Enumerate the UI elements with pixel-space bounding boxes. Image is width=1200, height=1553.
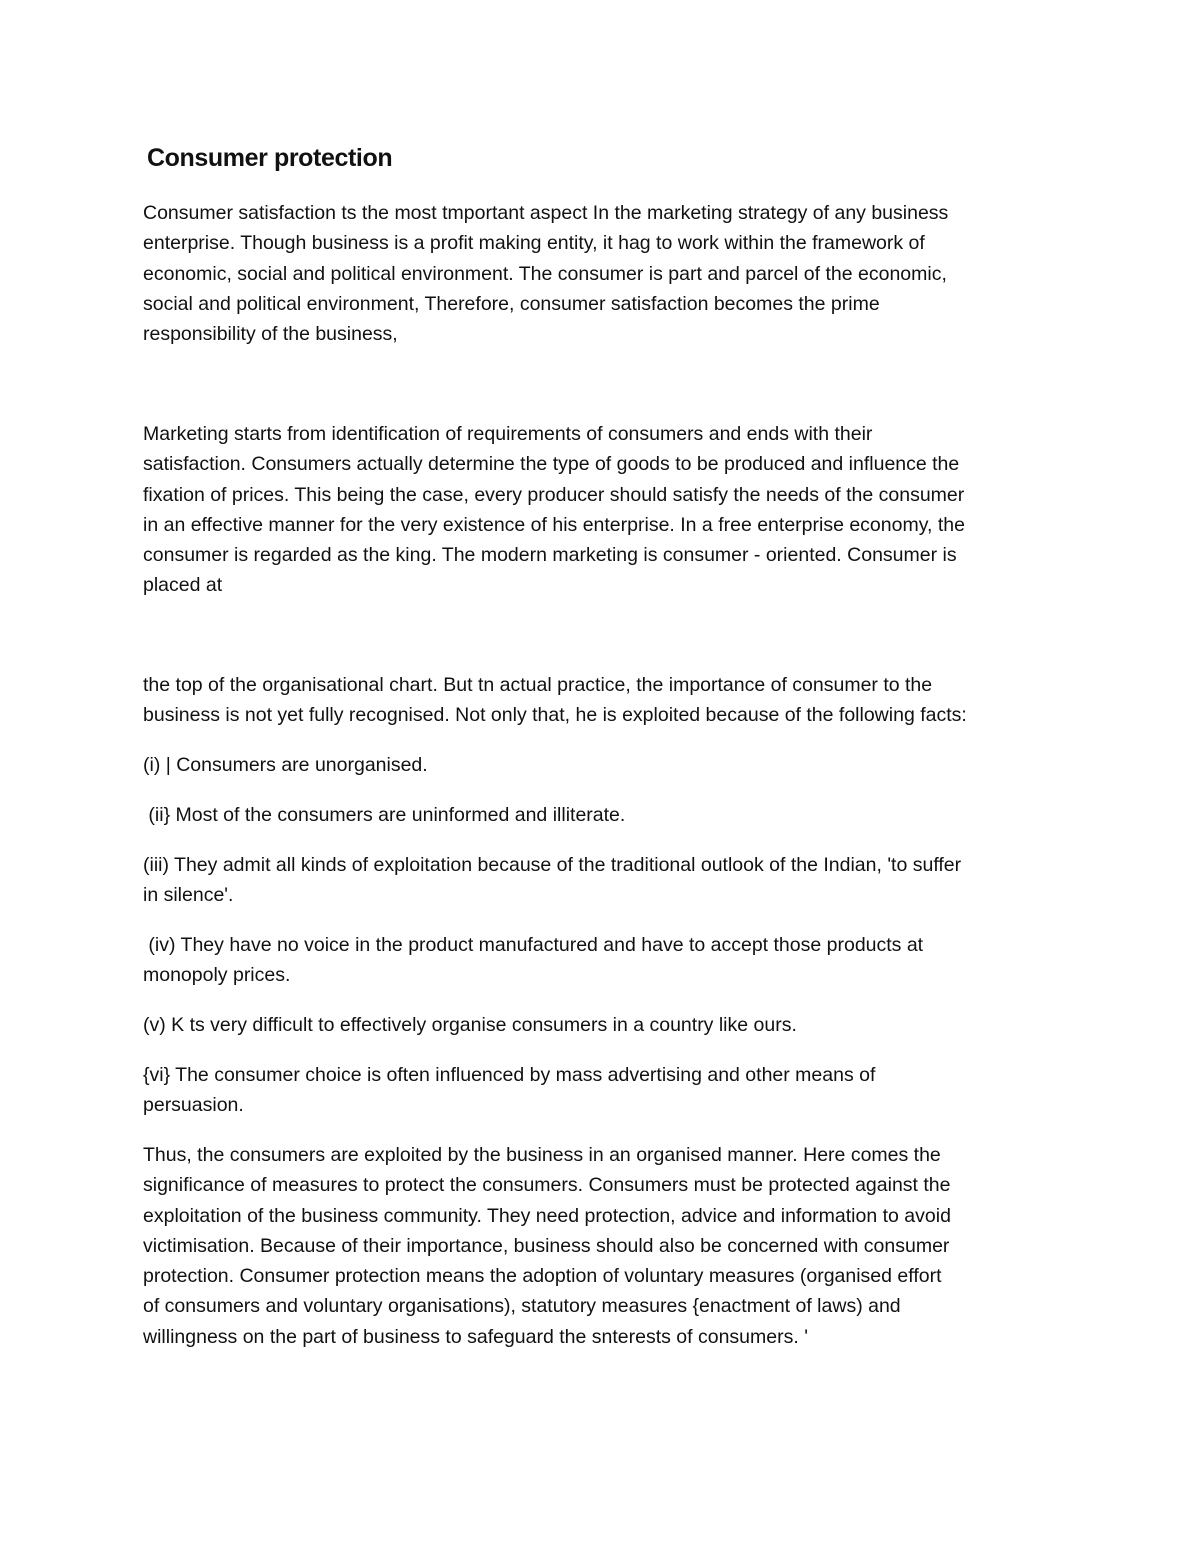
list-item-iv [143,930,1103,991]
text-line: (iii) They admit all kinds of exploitation because of the traditional outlook of the Indian, 'to suffer [143,854,962,876]
text-line: Marketing starts from identification of requirements of consumers and ends with their [143,423,873,445]
text-line: in an effective manner for the very existence of his enterprise. In a free enterprise economy, the [143,513,965,536]
paragraph-marketing [143,419,1103,601]
text-line: protection. Consumer protection means the adoption of voluntary measures (organised effort [143,1265,942,1288]
text-line: fixation of prices. This being the case, every producer should satisfy the needs of the consumer [143,483,965,506]
text-line: business is not yet fully recognised. Not only that, he is exploited because of the following facts: [143,704,967,727]
text-line: (iv) They have no voice in the product manufactured and have to accept those products at [143,934,924,956]
text-line: willingness on the part of business to safeguard the snterests of consumers. ' [143,1325,808,1348]
text-line: Consumer satisfaction ts the most tmportant aspect In the marketing strategy of any business [143,202,949,224]
text-line: persuasion. [143,1094,244,1117]
text-line: consumer is regarded as the king. The modern marketing is consumer - oriented. Consumer is [143,544,957,567]
text-line: social and political environment, Therefore, consumer satisfaction becomes the prime [143,292,880,315]
list-item-v [143,1010,1103,1040]
text-line: victimisation. Because of their importance, business should also be concerned with consumer [143,1234,950,1257]
text-line: of consumers and voluntary organisations), statutory measures {enactment of laws) and [143,1295,901,1318]
list-item-vi [143,1060,1103,1121]
document-title: Consumer protection [147,144,393,172]
paragraph-organisational-chart [143,670,1103,731]
text-line: (v) K ts very difficult to effectively organise consumers in a country like ours. [143,1014,797,1036]
text-line: Thus, the consumers are exploited by the business in an organised manner. Here comes the [143,1144,941,1166]
text-line: satisfaction. Consumers actually determine the type of goods to be produced and influence the [143,453,960,476]
text-line: placed at [143,574,223,597]
text-line: monopoly prices. [143,964,291,987]
text-line: the top of the organisational chart. But tn actual practice, the importance of consumer to the [143,674,933,696]
text-line: economic, social and political environment. The consumer is part and parcel of the economic, [143,262,947,285]
text-line: exploitation of the business community. They need protection, advice and information to avoid [143,1204,951,1227]
paragraph-conclusion [143,1140,1103,1352]
text-line: responsibility of the business, [143,323,398,346]
text-line: significance of measures to protect the consumers. Consumers must be protected against the [143,1174,951,1197]
text-line: (ii} Most of the consumers are uninformed and illiterate. [143,804,626,826]
list-item-ii [143,800,1103,830]
text-line: (i) | Consumers are unorganised. [143,754,428,776]
text-line: enterprise. Though business is a profit making entity, it hag to work within the framework of [143,232,925,255]
list-item-i [143,750,1103,780]
text-line: {vi} The consumer choice is often influenced by mass advertising and other means of [143,1064,876,1086]
paragraph-intro [143,198,1103,349]
list-item-iii [143,850,1103,911]
text-line: in silence'. [143,884,234,907]
